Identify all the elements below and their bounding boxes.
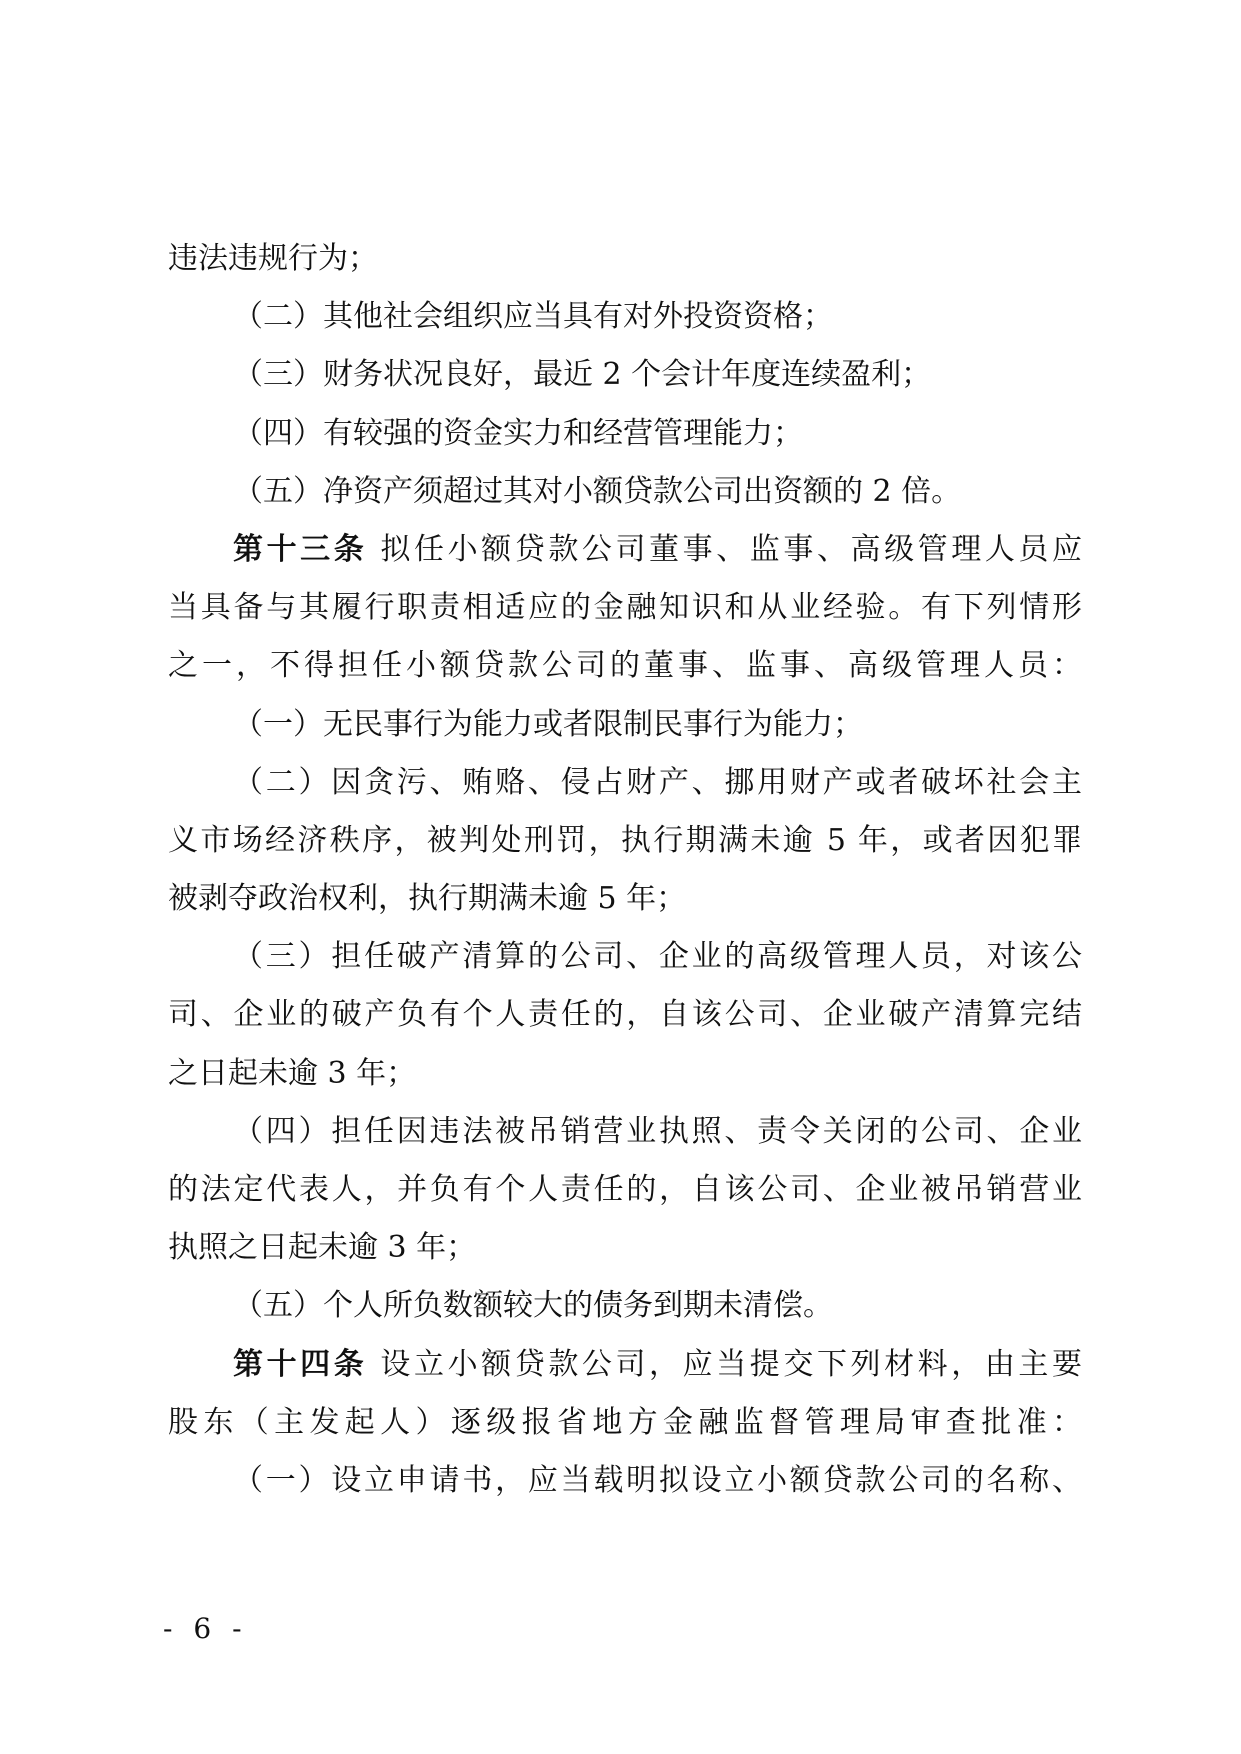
text-line [168, 346, 1082, 404]
line-text: 股东（主发起人）逐级报省地方金融监督管理局审查批准： [168, 1404, 1082, 1440]
text-line [168, 870, 1082, 928]
line-text: 之日起未逾 3 年； [168, 1055, 417, 1091]
text-line [168, 754, 1082, 812]
text-line [168, 696, 1082, 754]
line-text: 设立小额贷款公司，应当提交下列材料，由主要 [367, 1346, 1082, 1382]
text-line [168, 521, 1082, 579]
line-text: （二）因贪污、贿赂、侵占财产、挪用财产或者破坏社会主 [233, 764, 1082, 800]
line-text: （四）担任因违法被吊销营业执照、责令关闭的公司、企业 [233, 1113, 1082, 1149]
text-line [168, 1336, 1082, 1394]
document-body [168, 230, 1082, 1510]
text-line [168, 928, 1082, 986]
line-text: （五）个人所负数额较大的债务到期未清偿。 [233, 1288, 833, 1324]
text-line [168, 986, 1082, 1044]
line-text: （三）财务状况良好，最近 2 个会计年度连续盈利； [233, 357, 932, 393]
line-text: （三）担任破产清算的公司、企业的高级管理人员，对该公 [233, 939, 1082, 975]
text-line [168, 812, 1082, 870]
text-line [168, 288, 1082, 346]
line-text: 违法违规行为； [168, 241, 378, 276]
line-text: （二）其他社会组织应当具有对外投资资格； [233, 299, 833, 335]
line-text: 当具备与其履行职责相适应的金融知识和从业经验。有下列情形 [168, 590, 1082, 626]
line-text: （四）有较强的资金实力和经营管理能力； [233, 415, 803, 451]
line-text: （一）无民事行为能力或者限制民事行为能力； [233, 706, 863, 742]
text-line [168, 230, 1082, 288]
text-line [168, 1277, 1082, 1335]
article-heading: 第十四条 [233, 1346, 368, 1382]
line-text: 之一，不得担任小额贷款公司的董事、监事、高级管理人员： [168, 648, 1082, 684]
line-text: （一）设立申请书，应当载明拟设立小额贷款公司的名称、 [233, 1462, 1082, 1498]
line-text: 义市场经济秩序，被判处刑罚，执行期满未逾 5 年，或者因犯罪 [168, 822, 1082, 858]
line-text: 司、企业的破产负有个人责任的，自该公司、企业破产清算完结 [168, 997, 1082, 1033]
page-number: - 6 - [163, 1612, 248, 1645]
line-text: 拟任小额贷款公司董事、监事、高级管理人员应 [367, 531, 1082, 567]
line-text: （五）净资产须超过其对小额贷款公司出资额的 2 倍。 [233, 473, 962, 509]
text-line [168, 1045, 1082, 1103]
line-text: 的法定代表人，并负有个人责任的，自该公司、企业被吊销营业 [168, 1172, 1082, 1207]
text-line [168, 579, 1082, 637]
text-line [168, 463, 1082, 521]
text-line [168, 637, 1082, 695]
text-line [168, 1394, 1082, 1452]
text-line [168, 1219, 1082, 1277]
line-text: 被剥夺政治权利，执行期满未逾 5 年； [168, 881, 687, 917]
text-line [168, 1161, 1082, 1219]
text-line [168, 405, 1082, 463]
article-heading: 第十三条 [233, 531, 368, 567]
line-text: 执照之日起未逾 3 年； [168, 1230, 477, 1266]
text-line [168, 1103, 1082, 1161]
text-line [168, 1452, 1082, 1510]
